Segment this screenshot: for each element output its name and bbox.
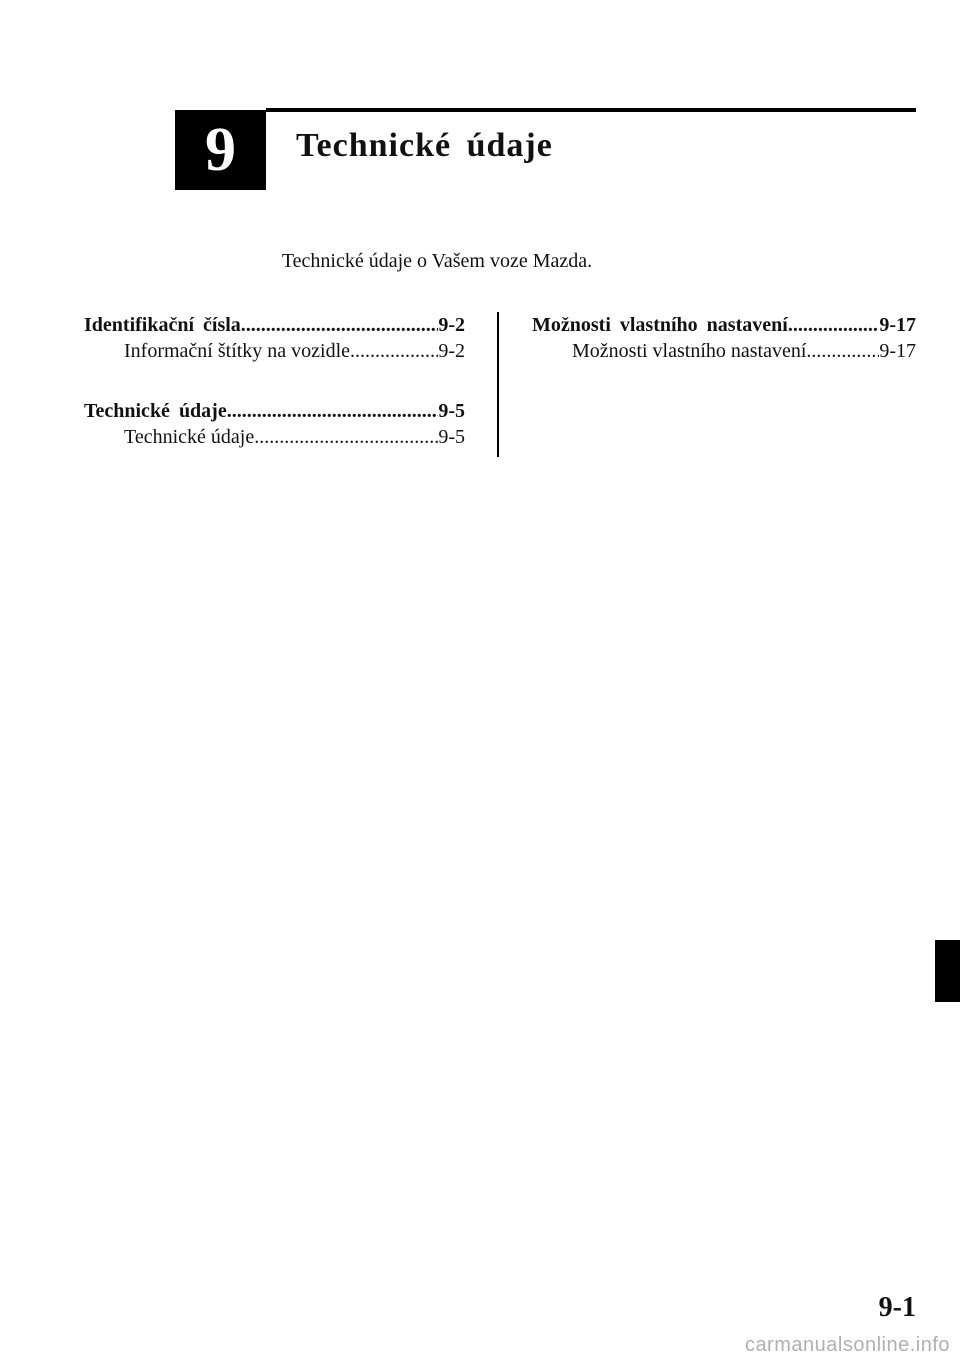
toc-subentry-page: 9-5 [438, 426, 465, 448]
page-number: 9-1 [878, 1292, 916, 1323]
toc-subentry[interactable] [84, 338, 465, 364]
toc-subentry-title: Informační štítky na vozidle [124, 340, 351, 362]
chapter-intro [0, 250, 874, 273]
toc-subentry[interactable] [532, 338, 916, 364]
toc-entry[interactable] [84, 398, 465, 424]
toc-leader-dots [788, 312, 880, 338]
toc-subentry-title: Možnosti vlastního nastavení [572, 340, 807, 362]
toc-right-column [532, 312, 916, 364]
chapter-number: 9 [205, 115, 236, 184]
toc-entry[interactable] [84, 312, 465, 338]
toc-entry[interactable] [532, 312, 916, 338]
toc-gap [84, 364, 465, 398]
toc-subentry[interactable] [84, 424, 465, 450]
toc-subentry-page: 9-17 [879, 340, 916, 362]
toc-entry-page: 9-2 [438, 314, 465, 336]
toc-leader-dots [254, 424, 438, 450]
toc-entry-title: Identifikační čísla [84, 314, 241, 336]
toc-left-column [84, 312, 465, 450]
toc-entry-title: Možnosti vlastního nastavení [532, 314, 788, 336]
chapter-title: Technické údaje [296, 127, 553, 164]
toc-leader-dots [227, 398, 439, 424]
chapter-intro-text: Technické údaje o Vašem voze Mazda. [281, 250, 593, 272]
toc-entry-page: 9-17 [879, 314, 916, 336]
toc-leader-dots [806, 338, 879, 364]
toc-entry-title: Technické údaje [84, 400, 227, 422]
toc-leader-dots [241, 312, 439, 338]
toc-subentry-title: Technické údaje [124, 426, 255, 448]
toc-subentry-page: 9-2 [438, 340, 465, 362]
watermark: carmanualsonline.info [744, 1334, 950, 1356]
chapter-edge-tab [935, 940, 960, 1002]
toc-entry-page: 9-5 [438, 400, 465, 422]
toc-column-divider [497, 312, 499, 457]
toc-leader-dots [350, 338, 438, 364]
chapter-number-box [175, 110, 266, 190]
chapter-header-rule [266, 108, 916, 112]
